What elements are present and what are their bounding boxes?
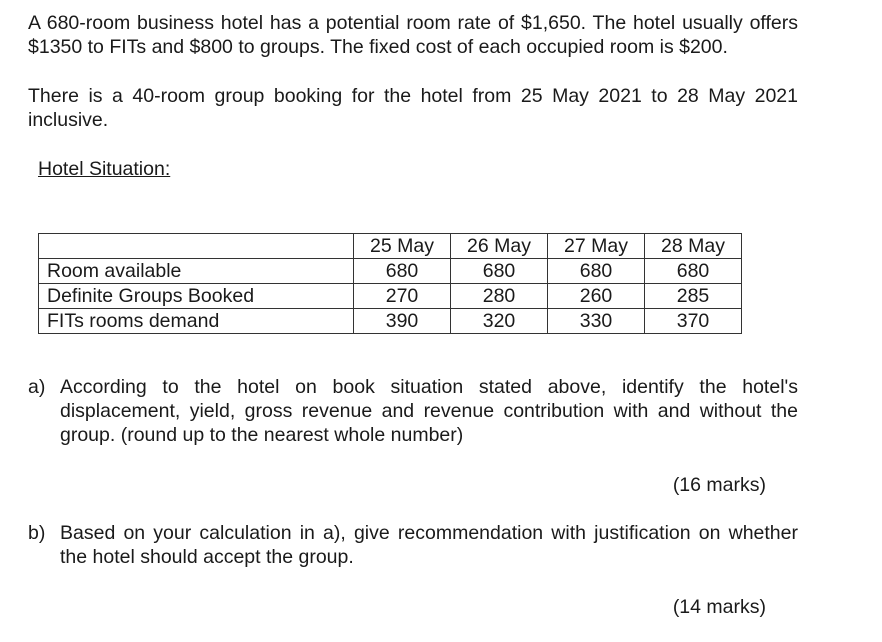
question-a-text: According to the hotel on book situation stated above, identify the hotel's displacement, yield, gross revenue and revenue contribution with and without the group. (round up to the nearest whole number) [60,376,798,446]
question-b [28,521,798,569]
row-label-fits-rooms-demand: FITs rooms demand [39,309,354,334]
table-row [39,259,742,284]
table-cell: 330 [548,309,645,334]
table-header-blank [39,234,354,259]
table-row [39,309,742,334]
row-label-definite-groups-booked: Definite Groups Booked [39,284,354,309]
table-cell: 370 [645,309,742,334]
table-cell: 270 [354,284,451,309]
table-cell: 260 [548,284,645,309]
question-b-letter: b) [28,522,46,544]
table-cell: 680 [354,259,451,284]
table-cell: 680 [548,259,645,284]
section-heading: Hotel Situation: [38,158,171,180]
row-label-room-available: Room available [39,259,354,284]
table-header-date: 26 May [451,234,548,259]
table-header-date: 25 May [354,234,451,259]
table-cell: 680 [645,259,742,284]
question-b-text: Based on your calculation in a), give recommendation with justification on whether the hotel should accept the group. [60,522,798,568]
table-header-date: 27 May [548,234,645,259]
table-cell: 390 [354,309,451,334]
document-page [28,11,798,618]
table-cell: 280 [451,284,548,309]
intro-paragraph-1: A 680-room business hotel has a potential room rate of $1,650. The hotel usually offers $1350 to FITs and $800 to groups. The fixed cost of each occupied room is $200. [28,12,798,58]
hotel-situation-table [38,233,742,334]
table-header-row [39,234,742,259]
question-b-marks: (14 marks) [672,596,766,618]
table-row [39,284,742,309]
question-a-letter: a) [28,376,46,398]
question-a-marks: (16 marks) [672,474,766,496]
question-a [28,375,798,447]
table-cell: 285 [645,284,742,309]
table-header-date: 28 May [645,234,742,259]
intro-paragraph-2: There is a 40-room group booking for the hotel from 25 May 2021 to 28 May 2021 inclusive. [28,85,798,131]
table-cell: 680 [451,259,548,284]
table-cell: 320 [451,309,548,334]
